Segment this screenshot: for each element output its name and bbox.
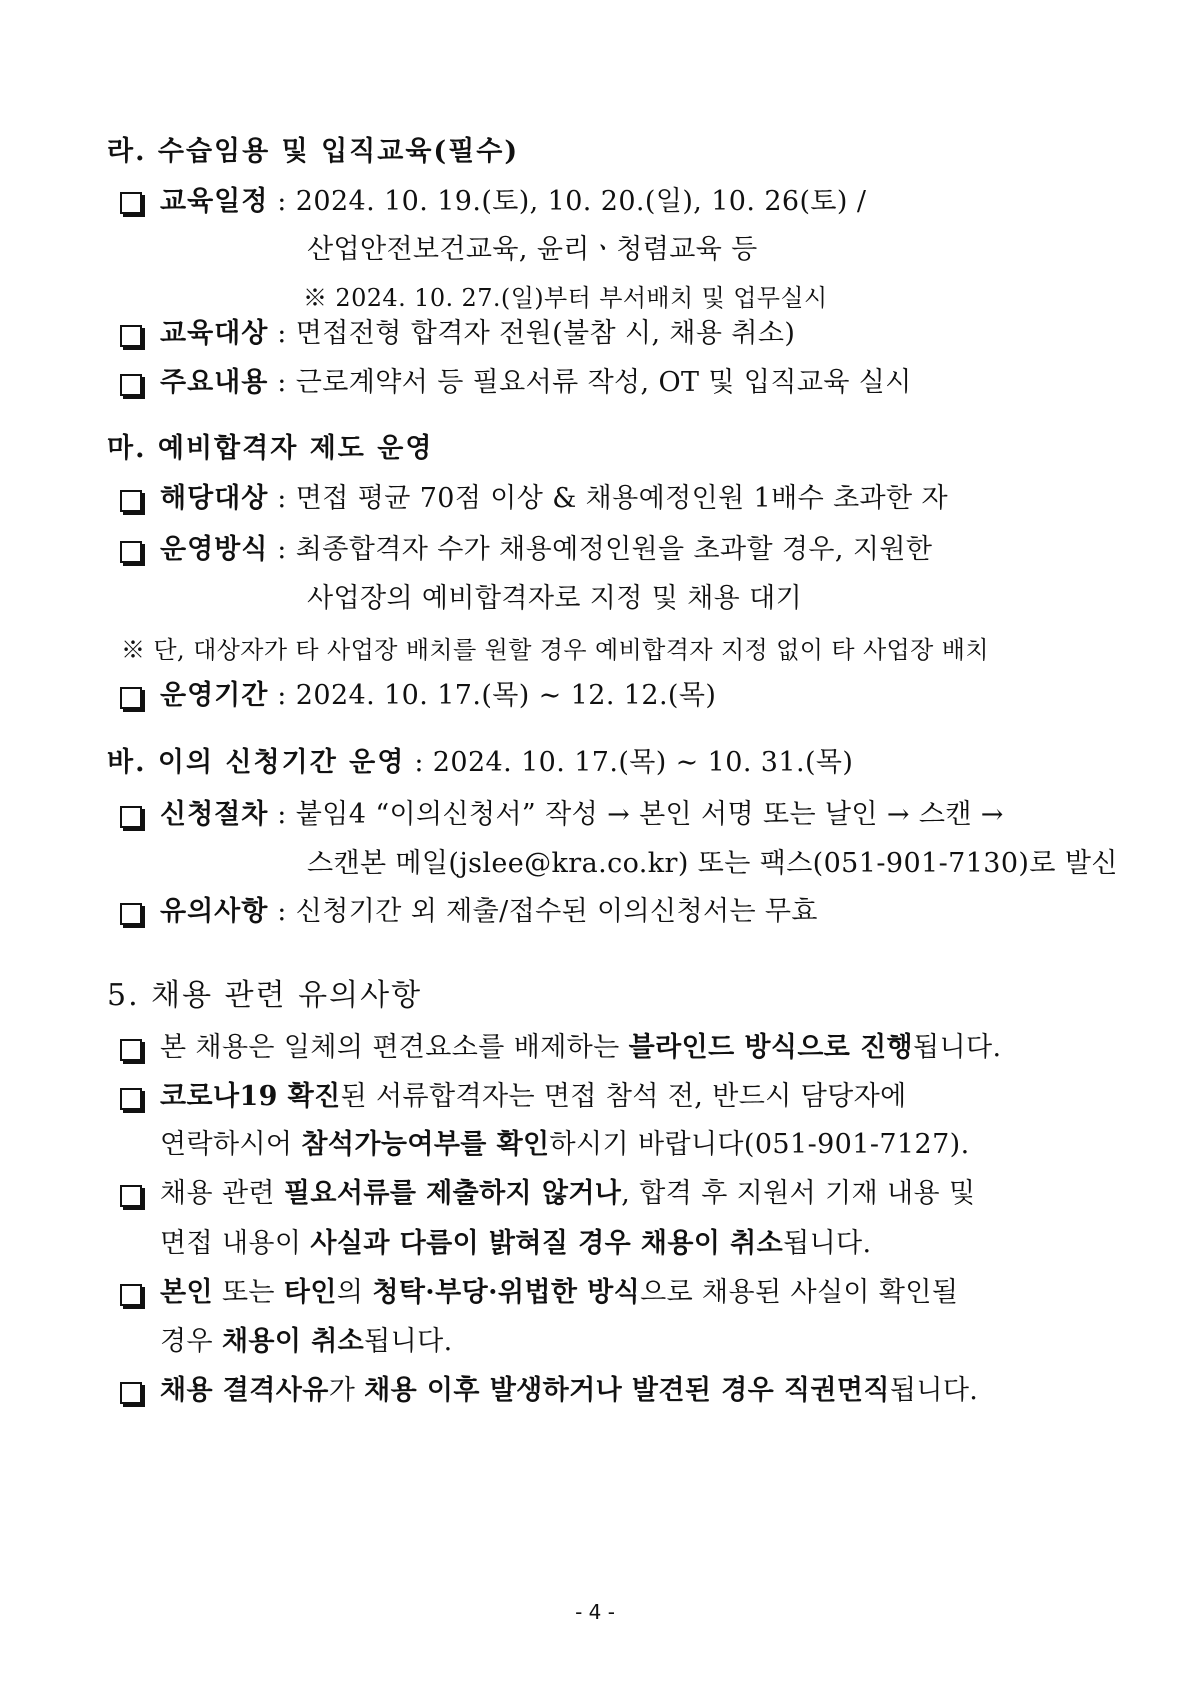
checkbox-icon xyxy=(120,1284,142,1306)
checkbox-icon xyxy=(120,687,142,709)
sec5-item-4-cont: 경우 채용이 취소됩니다. xyxy=(160,1326,453,1357)
ma-item-target: 해당대상 : 면접 평균 70점 이상 & 채용예정인원 1배수 초과한 자 xyxy=(160,483,948,514)
sec5-item-1: 본 채용은 일체의 편견요소를 배제하는 블라인드 방식으로 진행됩니다. xyxy=(160,1032,1002,1063)
ba-item-procedure: 신청절차 : 붙임4 “이의신청서” 작성 → 본인 서명 또는 날인 → 스캔 → xyxy=(160,799,1004,830)
sec5-item-4: 본인 또는 타인의 청탁·부당·위법한 방식으로 채용된 사실이 확인될 xyxy=(160,1277,959,1308)
checkbox-icon xyxy=(120,490,142,512)
ra-item-target: 교육대상 : 면접전형 합격자 전원(불참 시, 채용 취소) xyxy=(160,318,796,349)
checkbox-icon xyxy=(120,541,142,563)
checkbox-icon xyxy=(120,1039,142,1061)
section-5-heading: 5. 채용 관련 유의사항 xyxy=(107,978,423,1013)
section-ba-heading: 바. 이의 신청기간 운영 : 2024. 10. 17.(목) ∼ 10. 31.(목) xyxy=(107,747,854,778)
checkbox-icon xyxy=(120,1382,142,1404)
section-ra-heading: 라. 수습임용 및 입직교육(필수) xyxy=(107,136,520,167)
checkbox-icon xyxy=(120,1185,142,1207)
page-number: - 4 - xyxy=(575,1600,615,1624)
ra-item-schedule: 교육일정 : 2024. 10. 19.(토), 10. 20.(일), 10. 26(토) / xyxy=(160,186,867,217)
sec5-item-3: 채용 관련 필요서류를 제출하지 않거나, 합격 후 지원서 기재 내용 및 xyxy=(160,1178,976,1209)
ma-note: ※ 단, 대상자가 타 사업장 배치를 원할 경우 예비합격자 지정 없이 타 사업장 배치 xyxy=(121,636,989,664)
checkbox-icon xyxy=(120,374,142,396)
checkbox-icon xyxy=(120,903,142,925)
sec5-item-3-cont: 면접 내용이 사실과 다름이 밝혀질 경우 채용이 취소됩니다. xyxy=(160,1228,872,1259)
ra-item-content: 주요내용 : 근로계약서 등 필요서류 작성, OT 및 입직교육 실시 xyxy=(160,367,912,398)
checkbox-icon xyxy=(120,192,142,214)
checkbox-icon xyxy=(120,325,142,347)
ba-procedure-cont: 스캔본 메일(jslee@kra.co.kr) 또는 팩스(051-901-7130)로 발신 xyxy=(307,848,1118,879)
sec5-item-2-cont: 연락하시어 참석가능여부를 확인하시기 바랍니다(051-901-7127). xyxy=(160,1129,970,1160)
sec5-item-2: 코로나19 확진된 서류합격자는 면접 참석 전, 반드시 담당자에 xyxy=(160,1081,907,1112)
ma-item-method: 운영방식 : 최종합격자 수가 채용예정인원을 초과할 경우, 지원한 xyxy=(160,534,933,565)
section-ma-heading: 마. 예비합격자 제도 운영 xyxy=(107,433,434,464)
checkbox-icon xyxy=(120,806,142,828)
ra-schedule-cont: 산업안전보건교육, 윤리ㆍ청렴교육 등 xyxy=(307,234,758,265)
ra-schedule-note: ※ 2024. 10. 27.(일)부터 부서배치 및 업무실시 xyxy=(303,284,828,312)
ba-item-caution: 유의사항 : 신청기간 외 제출/접수된 이의신청서는 무효 xyxy=(160,896,818,927)
checkbox-icon xyxy=(120,1088,142,1110)
ma-method-cont: 사업장의 예비합격자로 지정 및 채용 대기 xyxy=(307,583,803,614)
sec5-item-5: 채용 결격사유가 채용 이후 발생하거나 발견된 경우 직권면직됩니다. xyxy=(160,1375,979,1406)
ma-item-period: 운영기간 : 2024. 10. 17.(목) ∼ 12. 12.(목) xyxy=(160,680,717,711)
